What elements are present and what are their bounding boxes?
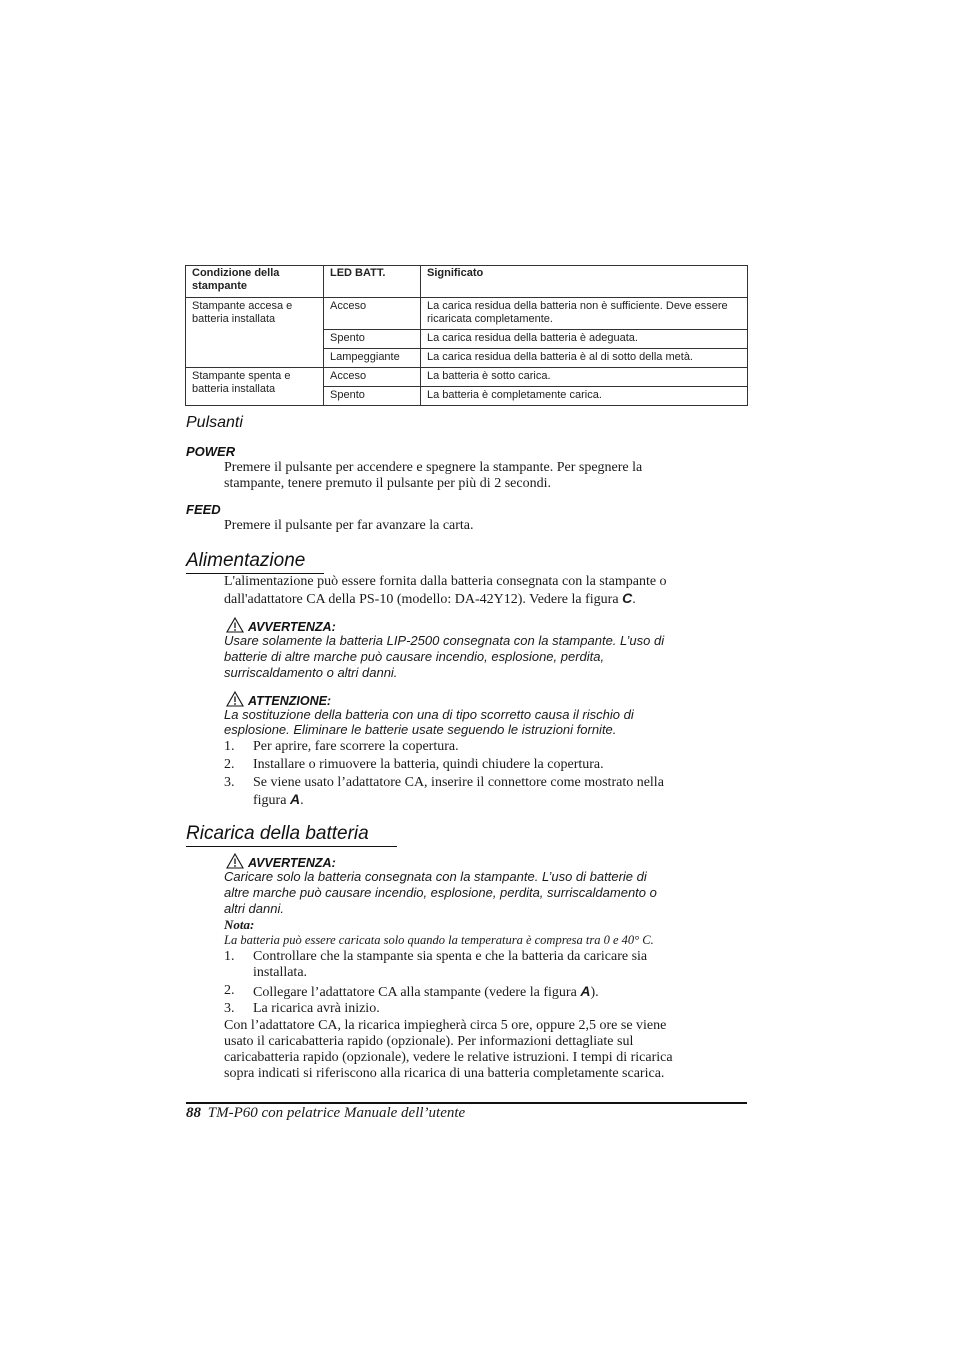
warning-line: batterie di altre marche può causare incendio, esplosione, perdita, bbox=[224, 649, 605, 664]
led-cell: Lampeggiante bbox=[324, 349, 421, 368]
step-number: 1. bbox=[224, 949, 235, 964]
warning-line: altre marche può causare incendio, esplosione, perdita, surriscaldamento o bbox=[224, 885, 657, 900]
closing-line: caricabatteria rapido (opzionale), vedere le relative istruzioni. I tempi di ricarica bbox=[224, 1050, 673, 1065]
closing-line: Con l’adattatore CA, la ricarica impiegherà circa 5 ore, oppure 2,5 ore se viene bbox=[224, 1018, 667, 1033]
footer-title: TM-P60 con pelatrice Manuale dell’utente bbox=[207, 1105, 466, 1121]
step-number: 2. bbox=[224, 757, 235, 772]
step-text: Se viene usato l’adattatore CA, inserire il connettore come mostrato nella bbox=[253, 775, 664, 790]
step2-end: ). bbox=[590, 985, 599, 1000]
page-number: 88 bbox=[186, 1105, 201, 1121]
step-text: Controllare che la stampante sia spenta e che la batteria da caricare sia bbox=[253, 949, 648, 964]
page-footer bbox=[186, 1105, 465, 1122]
led-cell: Spento bbox=[324, 330, 421, 349]
step-number: 2. bbox=[224, 983, 235, 998]
led-cell: Acceso bbox=[324, 298, 421, 330]
header-meaning: Significato bbox=[421, 266, 748, 298]
caution-line: La sostituzione della batteria con una di tipo scorretto causa il rischio di bbox=[224, 707, 634, 722]
warning-line: surriscaldamento o altri danni. bbox=[224, 665, 398, 680]
closing-line: usato il caricabatteria rapido (opzionale). Per informazioni dettagliate sul bbox=[224, 1034, 634, 1049]
warning-title: AVVERTENZA: bbox=[248, 856, 336, 870]
step-text: Installare o rimuovere la batteria, quindi chiudere la copertura. bbox=[253, 757, 604, 772]
step-text-continuation: installata. bbox=[253, 965, 308, 980]
intro-end: . bbox=[632, 592, 636, 607]
warning-title: AVVERTENZA: bbox=[248, 620, 336, 634]
table-row bbox=[186, 298, 748, 330]
header-led: LED BATT. bbox=[324, 266, 421, 298]
step-text bbox=[253, 983, 599, 1001]
meaning-cell: La carica residua della batteria è adeguata. bbox=[421, 330, 748, 349]
section-heading-alimentazione: Alimentazione bbox=[186, 550, 324, 574]
step-number: 3. bbox=[224, 1001, 235, 1016]
step3-end: . bbox=[300, 793, 304, 808]
feed-label: FEED bbox=[186, 502, 221, 517]
meaning-cell: La batteria è completamente carica. bbox=[421, 387, 748, 406]
caution-triangle-icon bbox=[226, 691, 244, 707]
warning-line: altri danni. bbox=[224, 901, 284, 916]
step2-text: Collegare l’adattatore CA alla stampante (vedere la figura bbox=[253, 985, 577, 1000]
figure-ref-a: A bbox=[289, 791, 301, 807]
warning-line: Usare solamente la batteria LIP-2500 consegnata con la stampante. L’uso di bbox=[224, 633, 665, 648]
note-title: Nota: bbox=[224, 917, 255, 932]
meaning-cell: La batteria è sotto carica. bbox=[421, 368, 748, 387]
led-status-table bbox=[185, 265, 748, 406]
power-text-line: Premere il pulsante per accendere e spegnere la stampante. Per spegnere la bbox=[224, 460, 643, 475]
meaning-cell: La carica residua della batteria è al di sotto della metà. bbox=[421, 349, 748, 368]
footer-rule bbox=[186, 1102, 747, 1104]
warning-triangle-icon bbox=[226, 853, 244, 869]
section-heading-ricarica: Ricarica della batteria bbox=[186, 823, 397, 847]
figure-ref-c: C bbox=[622, 590, 633, 606]
step-number: 3. bbox=[224, 775, 235, 790]
feed-text: Premere il pulsante per far avanzare la carta. bbox=[224, 518, 474, 533]
step-text-continuation bbox=[253, 791, 304, 809]
caution-line: esplosione. Eliminare le batterie usate seguendo le istruzioni fornite. bbox=[224, 722, 617, 737]
warning-line: Caricare solo la batteria consegnata con la stampante. L’uso di batterie di bbox=[224, 869, 647, 884]
intro-text: dall'adattatore CA della PS-10 (modello: DA-42Y12). Vedere la figura bbox=[224, 592, 619, 607]
power-label: POWER bbox=[186, 444, 236, 459]
warning-triangle-icon bbox=[226, 617, 244, 633]
step3-line2: figura bbox=[253, 793, 287, 808]
led-cell: Acceso bbox=[324, 368, 421, 387]
figure-ref-a: A bbox=[580, 983, 591, 999]
meaning-cell: La carica residua della batteria non è sufficiente. Deve essere ricaricata completamente. bbox=[421, 298, 748, 330]
step-text: La ricarica avrà inizio. bbox=[253, 1001, 380, 1016]
condition-cell: Stampante accesa e batteria installata bbox=[186, 298, 324, 368]
step-number: 1. bbox=[224, 739, 235, 754]
power-text-line: stampante, tenere premuto il pulsante per più di 2 secondi. bbox=[224, 476, 551, 491]
header-condition: Condizione della stampante bbox=[186, 266, 324, 298]
alimentazione-intro-line bbox=[224, 590, 636, 608]
table-header-row bbox=[186, 266, 748, 298]
caution-title: ATTENZIONE: bbox=[248, 694, 332, 708]
condition-cell: Stampante spenta e batteria installata bbox=[186, 368, 324, 406]
alimentazione-intro-line: L'alimentazione può essere fornita dalla batteria consegnata con la stampante o bbox=[224, 574, 667, 589]
section-heading-pulsanti: Pulsanti bbox=[186, 414, 243, 431]
led-cell: Spento bbox=[324, 387, 421, 406]
table-row bbox=[186, 368, 748, 387]
closing-line: sopra indicati si riferiscono alla ricarica di una batteria completamente scarica. bbox=[224, 1066, 665, 1081]
step-text: Per aprire, fare scorrere la copertura. bbox=[253, 739, 459, 754]
note-text: La batteria può essere caricata solo quando la temperatura è compresa tra 0 e 40° C. bbox=[224, 933, 654, 947]
